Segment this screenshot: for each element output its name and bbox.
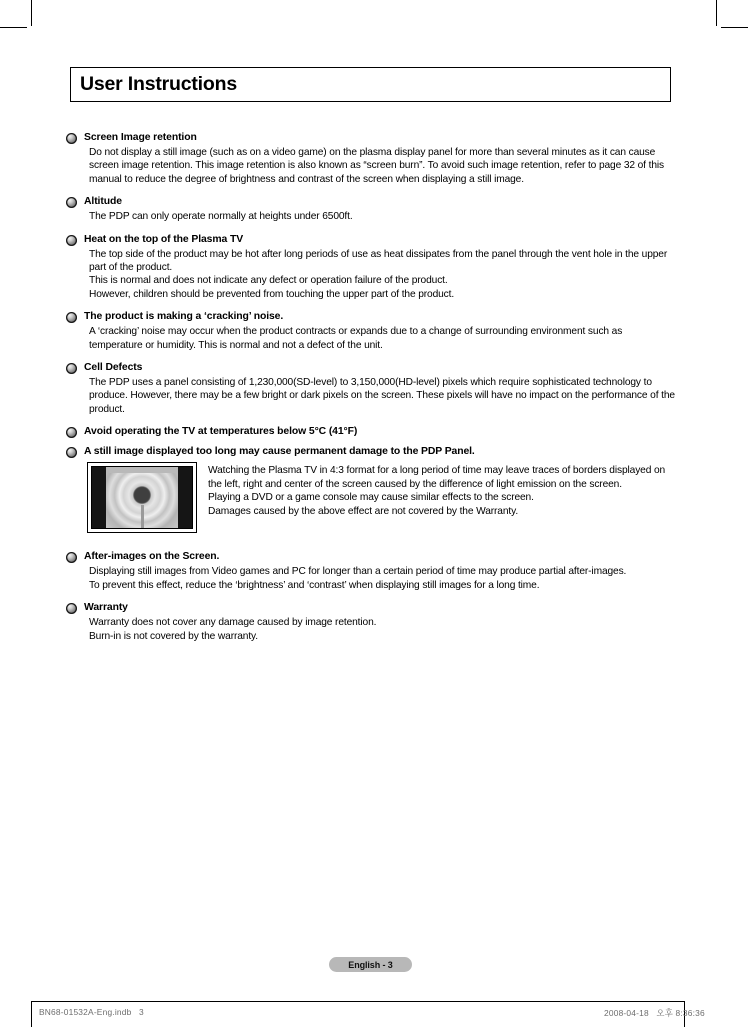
- sphere-bullet-icon: [66, 312, 77, 323]
- section-body: [66, 565, 676, 592]
- section-cracking-noise: [66, 310, 676, 352]
- section-body: [66, 616, 676, 643]
- section-heading: Avoid operating the TV at temperatures below 5°C (41°F): [84, 426, 358, 438]
- sphere-bullet-icon: [66, 427, 77, 438]
- section-paragraph: The top side of the product may be hot after long periods of use as heat dissipates from the panel through the vent hole in the upper part of the product.: [89, 248, 668, 274]
- section-heading-row: [66, 233, 676, 246]
- section-paragraph: To prevent this effect, reduce the ‘brightness’ and ‘contrast’ when displaying still images for a long time.: [89, 579, 540, 591]
- section-body: [66, 210, 676, 223]
- section-heat-on-top: [66, 233, 676, 302]
- section-paragraph: Damages caused by the above effect are not covered by the Warranty.: [208, 505, 519, 517]
- section-paragraph: Burn-in is not covered by the warranty.: [89, 630, 258, 642]
- sphere-bullet-icon: [66, 235, 77, 246]
- section-body: [66, 248, 676, 302]
- section-paragraph: Playing a DVD or a game console may cause similar effects to the screen.: [208, 492, 534, 504]
- section-after-images: [66, 550, 676, 592]
- section-heading: Warranty: [84, 602, 128, 614]
- sphere-bullet-icon: [66, 603, 77, 614]
- section-heading: After-images on the Screen.: [84, 551, 220, 563]
- sphere-bullet-icon: [66, 133, 77, 144]
- section-heading-row: [66, 425, 676, 438]
- section-cell-defects: [66, 361, 676, 416]
- print-slug-timestamp: 2008-04-18 오후 8:36:36: [604, 1008, 705, 1018]
- section-paragraph: The PDP can only operate normally at heights under 6500ft.: [89, 211, 353, 223]
- section-heading-row: [66, 310, 676, 323]
- section-heading-row: [66, 601, 676, 614]
- section-altitude: [66, 195, 676, 223]
- section-screen-image-retention: [66, 131, 676, 186]
- print-slug-filename: BN68-01532A-Eng.indb 3: [39, 1007, 144, 1017]
- section-heading: The product is making a ‘cracking’ noise.: [84, 311, 284, 323]
- plasma-tv-illustration: [87, 462, 197, 533]
- slug-divider: [31, 1001, 685, 1002]
- section-paragraph: Do not display a still image (such as on a video game) on the plasma display panel for more than several minutes as it can cause screen image retention. This image retention is also known as “screen burn”. To avoid such image retention, refer to page 32 of this manual to reduce the degree of brightness and contrast of the screen when displaying a still image.: [89, 147, 664, 185]
- section-body: [66, 325, 676, 352]
- tv-screen: [91, 466, 193, 529]
- page-number-badge: English - 3: [329, 957, 412, 972]
- section-heading: Cell Defects: [84, 362, 143, 374]
- section-paragraph: Warranty does not cover any damage caused by image retention.: [89, 617, 377, 629]
- sphere-bullet-icon: [66, 197, 77, 208]
- instructions-list: [66, 131, 676, 652]
- section-paragraph: The PDP uses a panel consisting of 1,230,000(SD-level) to 3,150,000(HD-level) pixels which require sophisticated technology to produce. However, there may be a few bright or dark pixels on the screen. These pixels will have no impact on the performance of the product.: [89, 377, 675, 415]
- section-avoid-low-temperature: [66, 425, 676, 438]
- sphere-bullet-icon: [66, 447, 77, 458]
- page-title: User Instructions: [80, 72, 237, 95]
- page-title-box: [70, 67, 671, 102]
- section-heading-row: [66, 445, 676, 458]
- section-heading: Heat on the top of the Plasma TV: [84, 233, 244, 245]
- still-image-illustration-row: [66, 462, 676, 533]
- section-heading-row: [66, 361, 676, 374]
- section-paragraph: Watching the Plasma TV in 4:3 format for a long period of time may leave traces of borders displayed on the left, right and center of the screen caused by the difference of light emission on the screen.: [208, 465, 666, 490]
- sunflower-stem: [141, 505, 144, 528]
- section-heading-row: [66, 550, 676, 563]
- section-body: [66, 376, 676, 416]
- section-heading: Altitude: [84, 196, 122, 208]
- still-image-text: [208, 462, 676, 518]
- section-heading-row: [66, 195, 676, 208]
- section-heading-row: [66, 131, 676, 144]
- sphere-bullet-icon: [66, 552, 77, 563]
- section-paragraph: This is normal and does not indicate any defect or operation failure of the product.: [89, 275, 448, 287]
- sphere-bullet-icon: [66, 363, 77, 374]
- section-paragraph: Displaying still images from Video games and PC for longer than a certain period of time may produce partial after-images.: [89, 566, 627, 578]
- section-paragraph: However, children should be prevented from touching the upper part of the product.: [89, 288, 455, 300]
- section-heading: A still image displayed too long may cause permanent damage to the PDP Panel.: [84, 446, 475, 458]
- section-body: [66, 146, 676, 186]
- sunflower-image: [106, 467, 178, 528]
- section-still-image-damage: [66, 445, 676, 533]
- section-paragraph: A ‘cracking’ noise may occur when the product contracts or expands due to a change of surrounding environment such as temperature or humidity. This is normal and not a defect of the unit.: [89, 326, 623, 351]
- section-warranty: [66, 601, 676, 643]
- section-heading: Screen Image retention: [84, 132, 197, 143]
- sunflower-background-band: [106, 467, 178, 472]
